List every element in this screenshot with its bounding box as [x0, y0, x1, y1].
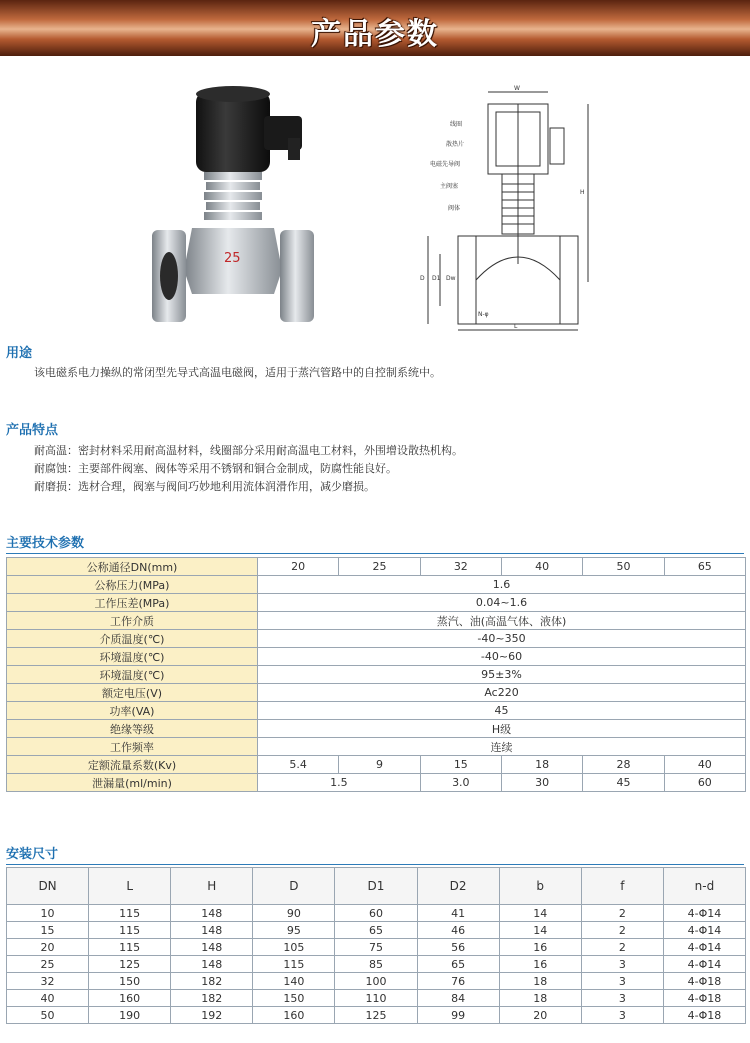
dims-row — [7, 990, 746, 1007]
spec-row — [7, 666, 746, 684]
dims-cell: 65 — [417, 956, 499, 973]
diagram-label-heatsink: 散热片 — [446, 141, 465, 148]
feature-item: 耐高温：密封材料采用耐高温材料，线圈部分采用耐高温电工材料，外围增设散热机构。 — [34, 444, 463, 457]
dims-cell: 160 — [253, 1007, 335, 1024]
spec-value: 18 — [501, 756, 582, 774]
dims-cell: 85 — [335, 956, 417, 973]
diagram-label-d1: D1 — [432, 275, 441, 282]
spec-row — [7, 720, 746, 738]
dims-header: n-d — [663, 868, 745, 905]
dims-cell: 190 — [89, 1007, 171, 1024]
spec-value: 45 — [258, 702, 746, 720]
spec-value: 40 — [664, 756, 745, 774]
spec-label: 工作频率 — [7, 738, 258, 756]
dims-cell: 20 — [499, 1007, 581, 1024]
dims-cell: 148 — [171, 922, 253, 939]
spec-row — [7, 648, 746, 666]
spec-value: 30 — [501, 774, 582, 792]
dims-cell: 125 — [335, 1007, 417, 1024]
spec-value: 5.4 — [258, 756, 339, 774]
dims-cell: 4-Φ14 — [663, 956, 745, 973]
dims-row — [7, 939, 746, 956]
spec-value: 65 — [664, 558, 745, 576]
dims-cell: 14 — [499, 905, 581, 922]
dims-cell: 46 — [417, 922, 499, 939]
dims-cell: 3 — [581, 956, 663, 973]
spec-label: 绝缘等级 — [7, 720, 258, 738]
dims-title: 安装尺寸 — [6, 847, 59, 862]
spec-value: 3.0 — [420, 774, 501, 792]
dims-cell: 148 — [171, 956, 253, 973]
header-banner — [0, 0, 750, 56]
diagram-label-nd: N-φ — [478, 311, 489, 318]
spec-label: 工作压差(MPa) — [7, 594, 258, 612]
spec-value: 45 — [583, 774, 664, 792]
spec-value: 1.5 — [258, 774, 421, 792]
dims-cell: 16 — [499, 939, 581, 956]
spec-row — [7, 756, 746, 774]
spec-row — [7, 684, 746, 702]
spec-row — [7, 612, 746, 630]
dims-header: b — [499, 868, 581, 905]
spec-label: 额定电压(V) — [7, 684, 258, 702]
dims-cell: 2 — [581, 939, 663, 956]
spec-row — [7, 576, 746, 594]
spec-label: 环境温度(℃) — [7, 666, 258, 684]
dims-cell: 4-Φ18 — [663, 1007, 745, 1024]
product-photo — [152, 80, 322, 335]
dims-row — [7, 922, 746, 939]
features-title: 产品特点 — [6, 423, 59, 438]
dims-cell: 32 — [7, 973, 89, 990]
spec-label: 功率(VA) — [7, 702, 258, 720]
spec-row — [7, 558, 746, 576]
spec-title: 主要技术参数 — [6, 536, 85, 551]
dims-header: f — [581, 868, 663, 905]
spec-label: 公称压力(MPa) — [7, 576, 258, 594]
diagram-label-h: H — [580, 189, 585, 196]
dims-cell: 148 — [171, 905, 253, 922]
diagram-label-body: 阀体 — [448, 205, 461, 212]
spec-value: 28 — [583, 756, 664, 774]
usage-title: 用途 — [6, 346, 33, 361]
dims-cell: 115 — [253, 956, 335, 973]
dims-cell: 4-Φ14 — [663, 939, 745, 956]
dims-cell: 115 — [89, 922, 171, 939]
dims-row — [7, 956, 746, 973]
dims-cell: 150 — [253, 990, 335, 1007]
spec-row — [7, 702, 746, 720]
dims-cell: 4-Φ18 — [663, 990, 745, 1007]
diagram-label-pilot: 电磁先导阀 — [430, 161, 461, 168]
dims-cell: 115 — [89, 905, 171, 922]
usage-text: 该电磁系电力操纵的常闭型先导式高温电磁阀，适用于蒸汽管路中的自控制系统中。 — [34, 366, 441, 379]
spec-value: 1.6 — [258, 576, 746, 594]
diagram-label-main-seat: 主阀塞 — [440, 183, 459, 190]
dims-cell: 95 — [253, 922, 335, 939]
diagram-label-d: D — [420, 275, 425, 282]
dims-cell: 50 — [7, 1007, 89, 1024]
dims-cell: 105 — [253, 939, 335, 956]
dims-cell: 10 — [7, 905, 89, 922]
spec-row — [7, 594, 746, 612]
dims-cell: 4-Φ18 — [663, 973, 745, 990]
dims-header: D — [253, 868, 335, 905]
spec-value: 50 — [583, 558, 664, 576]
dims-cell: 20 — [7, 939, 89, 956]
spec-label: 环境温度(℃) — [7, 648, 258, 666]
dims-divider — [6, 864, 744, 865]
valve-diagram — [410, 84, 590, 334]
dims-cell: 148 — [171, 939, 253, 956]
spec-value: 蒸汽、油(高温气体、液体) — [258, 612, 746, 630]
dims-cell: 125 — [89, 956, 171, 973]
dims-header: DN — [7, 868, 89, 905]
spec-value: 40 — [501, 558, 582, 576]
spec-label: 定额流量系数(Kv) — [7, 756, 258, 774]
dims-cell: 182 — [171, 973, 253, 990]
dims-cell: 3 — [581, 1007, 663, 1024]
dims-header: D2 — [417, 868, 499, 905]
dims-cell: 182 — [171, 990, 253, 1007]
diagram-label-coil: 线圈 — [450, 121, 463, 128]
dims-cell: 99 — [417, 1007, 499, 1024]
dims-header: L — [89, 868, 171, 905]
spec-value: 95±3% — [258, 666, 746, 684]
dims-header: D1 — [335, 868, 417, 905]
photo-marking: 25 — [224, 251, 241, 266]
dims-header: H — [171, 868, 253, 905]
dims-cell: 4-Φ14 — [663, 905, 745, 922]
dims-cell: 84 — [417, 990, 499, 1007]
dims-cell: 41 — [417, 905, 499, 922]
dims-cell: 115 — [89, 939, 171, 956]
spec-row — [7, 774, 746, 792]
dims-cell: 160 — [89, 990, 171, 1007]
diagram-label-dw: Dw — [446, 275, 456, 282]
spec-divider — [6, 553, 744, 554]
dims-cell: 2 — [581, 922, 663, 939]
spec-row — [7, 738, 746, 756]
spec-value: 25 — [339, 558, 420, 576]
dims-cell: 192 — [171, 1007, 253, 1024]
spec-table — [6, 557, 746, 792]
spec-label: 泄漏量(ml/min) — [7, 774, 258, 792]
dims-cell: 4-Φ14 — [663, 922, 745, 939]
dims-row — [7, 905, 746, 922]
spec-value: 60 — [664, 774, 745, 792]
dims-cell: 18 — [499, 990, 581, 1007]
diagram-label-w: W — [514, 85, 520, 92]
dims-cell: 110 — [335, 990, 417, 1007]
spec-value: -40~60 — [258, 648, 746, 666]
dims-cell: 150 — [89, 973, 171, 990]
spec-value: 0.04~1.6 — [258, 594, 746, 612]
dims-cell: 15 — [7, 922, 89, 939]
spec-value: 连续 — [258, 738, 746, 756]
spec-value: H级 — [258, 720, 746, 738]
spec-label: 工作介质 — [7, 612, 258, 630]
dims-row — [7, 973, 746, 990]
spec-label: 公称通径DN(mm) — [7, 558, 258, 576]
dims-cell: 14 — [499, 922, 581, 939]
spec-row — [7, 630, 746, 648]
dims-cell: 76 — [417, 973, 499, 990]
dims-cell: 2 — [581, 905, 663, 922]
dims-cell: 100 — [335, 973, 417, 990]
spec-value: Ac220 — [258, 684, 746, 702]
spec-value: 32 — [420, 558, 501, 576]
dims-cell: 75 — [335, 939, 417, 956]
dims-cell: 60 — [335, 905, 417, 922]
dims-cell: 25 — [7, 956, 89, 973]
feature-item: 耐腐蚀：主要部件阀塞、阀体等采用不锈钢和铜合金制成，防腐性能良好。 — [34, 462, 397, 475]
banner-title: 产品参数 — [311, 17, 439, 52]
dims-table — [6, 867, 746, 1024]
spec-value: 15 — [420, 756, 501, 774]
spec-value: 9 — [339, 756, 420, 774]
dims-cell: 90 — [253, 905, 335, 922]
dims-cell: 16 — [499, 956, 581, 973]
dims-cell: 56 — [417, 939, 499, 956]
dims-cell: 40 — [7, 990, 89, 1007]
spec-value: -40~350 — [258, 630, 746, 648]
dims-row — [7, 1007, 746, 1024]
dims-cell: 3 — [581, 990, 663, 1007]
dims-cell: 65 — [335, 922, 417, 939]
spec-value: 20 — [258, 558, 339, 576]
spec-label: 介质温度(℃) — [7, 630, 258, 648]
diagram-label-l: L — [514, 323, 518, 330]
dims-cell: 140 — [253, 973, 335, 990]
dims-cell: 3 — [581, 973, 663, 990]
feature-item: 耐磨损：选材合理，阀塞与阀间巧妙地利用流体润滑作用，减少磨损。 — [34, 480, 375, 493]
dims-cell: 18 — [499, 973, 581, 990]
